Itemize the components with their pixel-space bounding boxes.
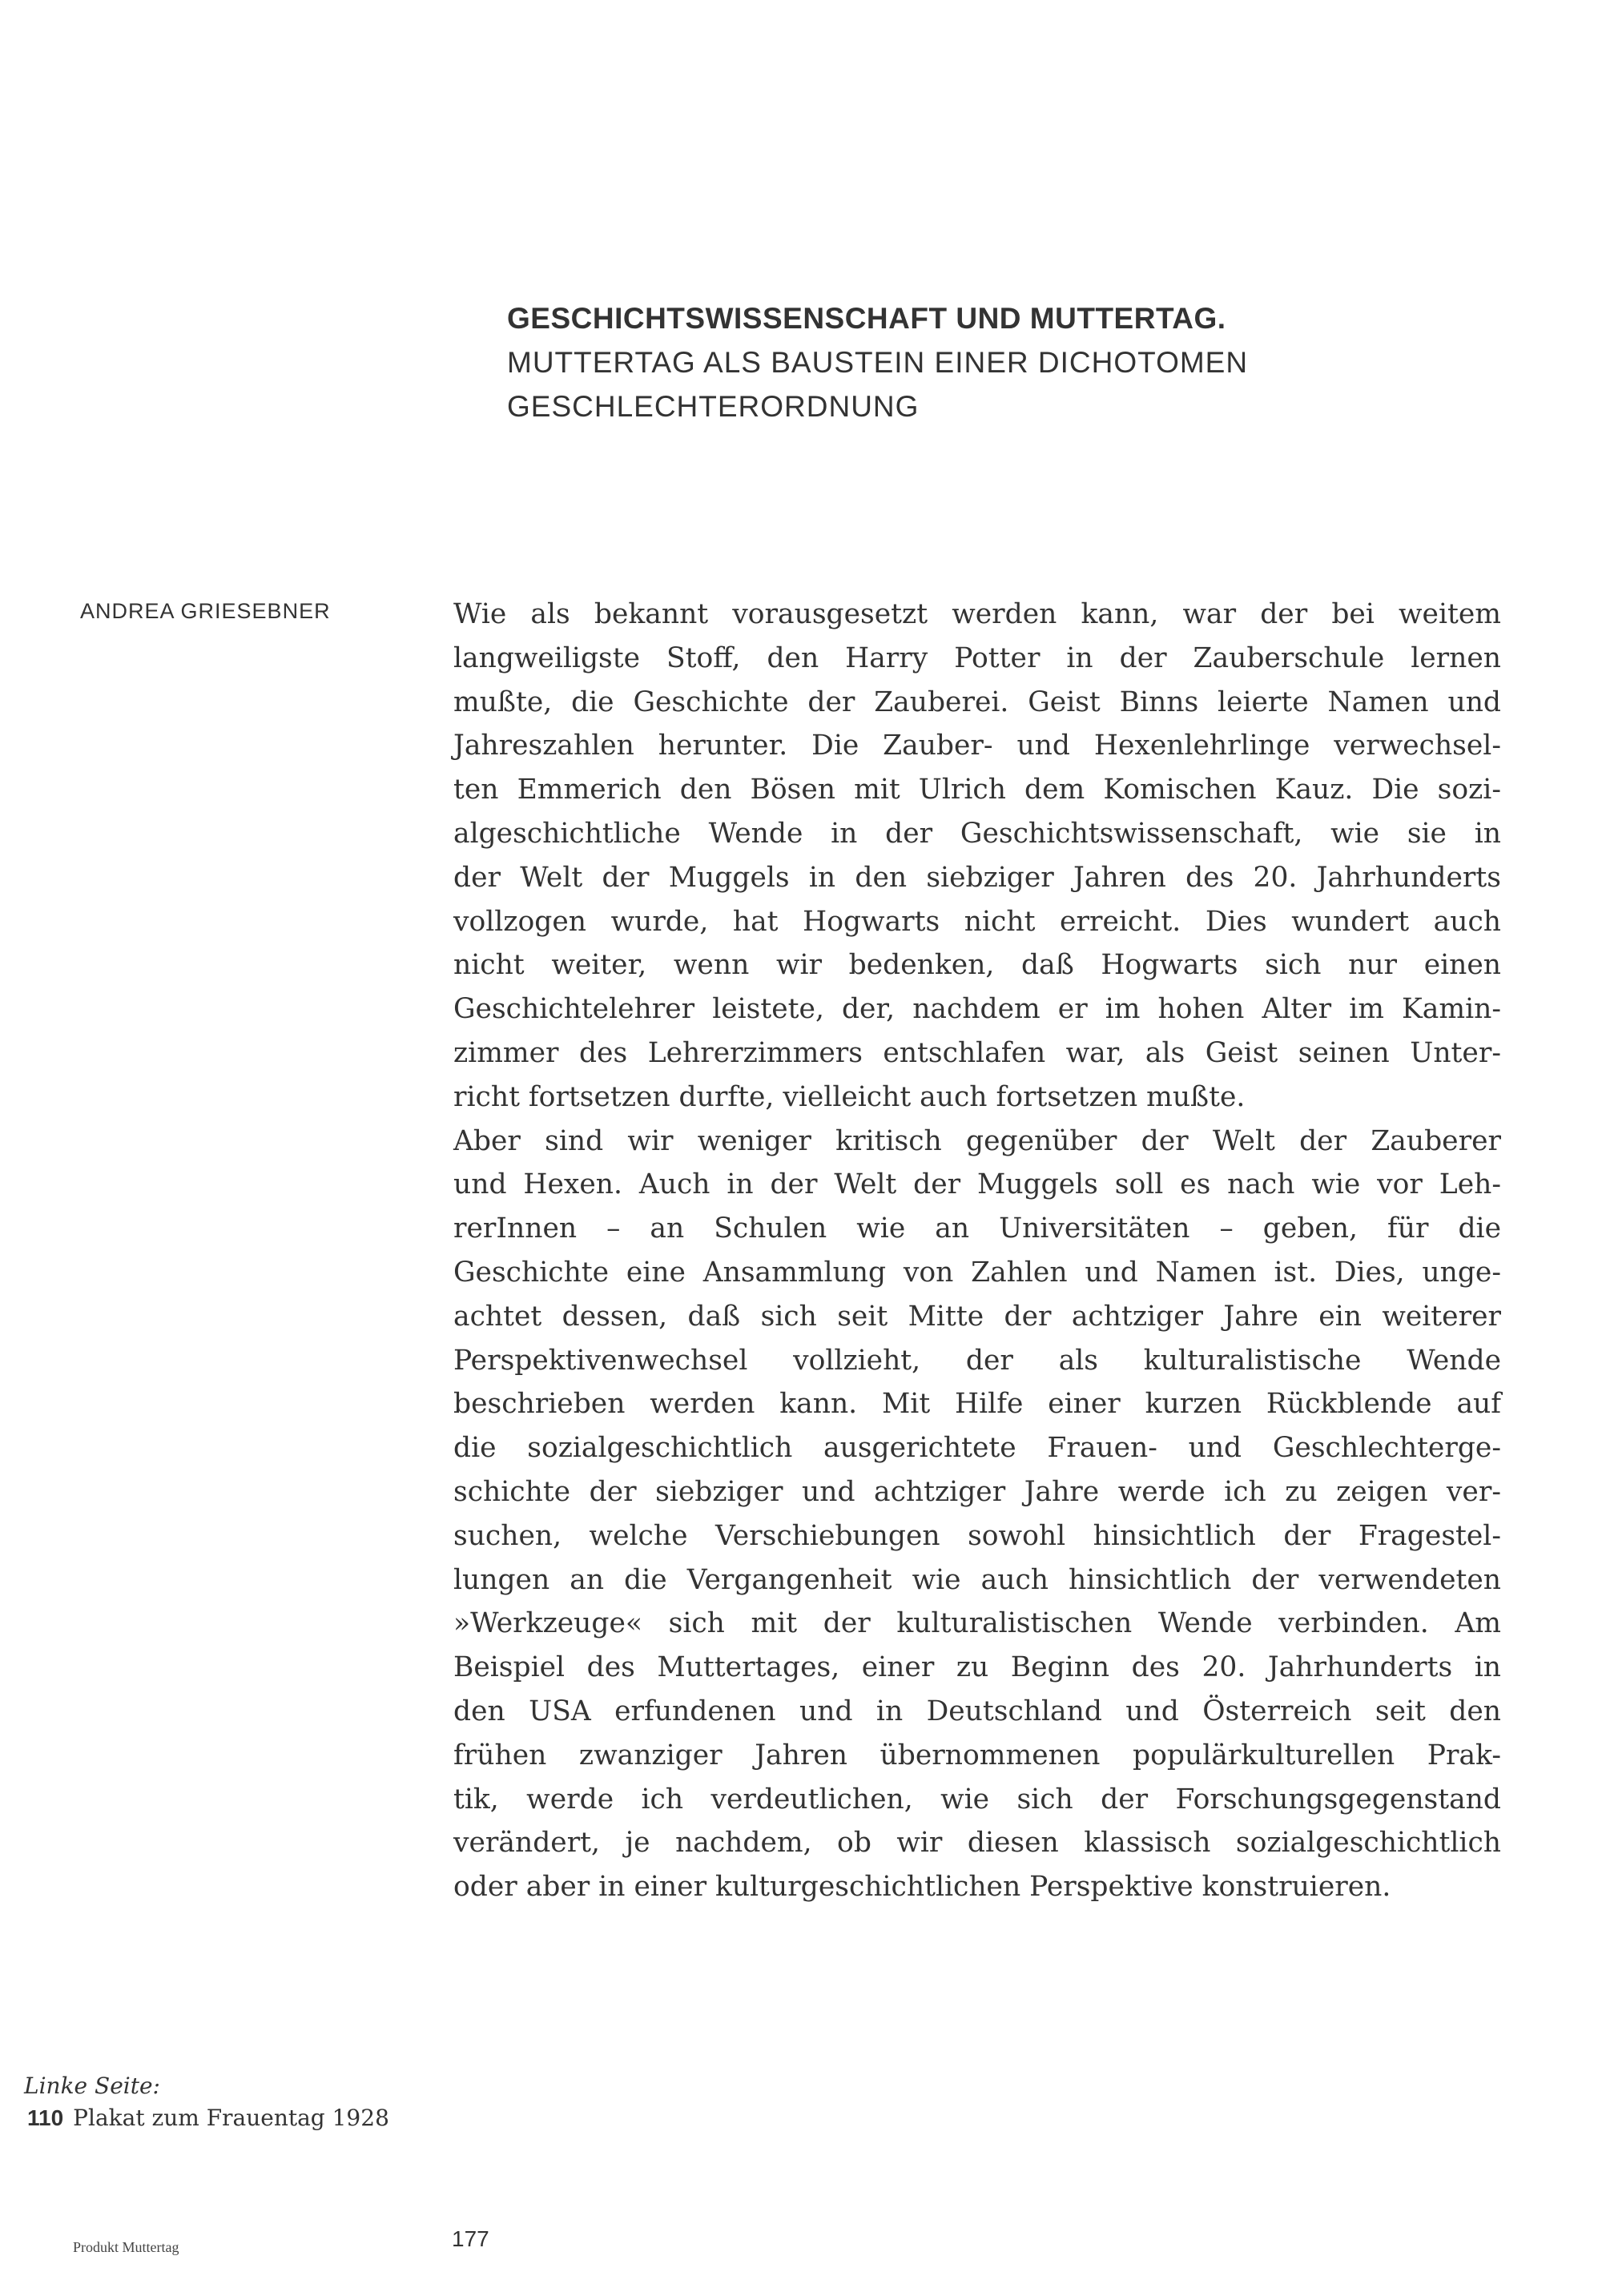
body-text bbox=[453, 593, 1501, 1909]
body-line: algeschichtliche Wende in der Geschichtswissenschaft, wie sie in bbox=[453, 817, 1501, 850]
body-line: der Welt der Muggels in den siebziger Jahren des 20. Jahrhunderts bbox=[453, 861, 1501, 894]
body-line: »Werkzeuge« sich mit der kulturalistischen Wende verbinden. Am bbox=[453, 1607, 1501, 1640]
body-line: Jahreszahlen herunter. Die Zauber- und Hexenlehrlinge verwechsel- bbox=[453, 730, 1501, 762]
body-line: und Hexen. Auch in der Welt der Muggels soll es nach wie vor Leh- bbox=[453, 1168, 1501, 1201]
caption-figure-number: 110 bbox=[27, 2105, 64, 2130]
caption-heading: Linke Seite: bbox=[24, 2073, 160, 2099]
body-line: Aber sind wir weniger kritisch gegenüber der Welt der Zauberer bbox=[453, 1124, 1501, 1157]
chapter-subtitle-line: GESCHLECHTERORDNUNG bbox=[507, 390, 920, 423]
chapter-heading bbox=[507, 296, 1248, 428]
body-line: rerInnen – an Schulen wie an Universitäten – geben, für die bbox=[453, 1212, 1501, 1245]
body-line: oder aber in einer kulturgeschichtlichen Perspektive konstruieren. bbox=[453, 1871, 1391, 1904]
body-line: die sozialgeschichtlich ausgerichtete Frauen- und Geschlechterge- bbox=[453, 1432, 1501, 1465]
body-line: mußte, die Geschichte der Zauberei. Geist Binns leierte Namen und bbox=[453, 686, 1501, 718]
body-line: den USA erfundenen und in Deutschland und Österreich seit den bbox=[453, 1695, 1501, 1727]
body-line: ten Emmerich den Bösen mit Ulrich dem Komischen Kauz. Die sozi- bbox=[453, 774, 1501, 806]
body-line: Geschichte eine Ansammlung von Zahlen und Namen ist. Dies, unge- bbox=[453, 1256, 1501, 1289]
body-line: richt fortsetzen durfte, vielleicht auch fortsetzen mußte. bbox=[453, 1080, 1246, 1113]
body-line: tik, werde ich verdeutlichen, wie sich der Forschungsgegenstand bbox=[453, 1783, 1501, 1815]
page-number: 177 bbox=[452, 2226, 489, 2251]
body-line: suchen, welche Verschiebungen sowohl hinsichtlich der Fragestel- bbox=[453, 1519, 1501, 1552]
chapter-title: GESCHICHTSWISSENSCHAFT UND MUTTERTAG. bbox=[507, 302, 1226, 335]
running-title: Produkt Muttertag bbox=[73, 2239, 179, 2255]
caption-text: Plakat zum Frauentag 1928 bbox=[73, 2105, 389, 2131]
body-line: Perspektivenwechsel vollzieht, der als kulturalistische Wende bbox=[453, 1344, 1501, 1377]
body-line: langweiligste Stoff, den Harry Potter in der Zauberschule lernen bbox=[453, 641, 1501, 674]
body-line: beschrieben werden kann. Mit Hilfe einer kurzen Rückblende auf bbox=[453, 1388, 1501, 1421]
body-line: schichte der siebziger und achtziger Jahre werde ich zu zeigen ver- bbox=[453, 1475, 1501, 1508]
body-line: achtet dessen, daß sich seit Mitte der achtziger Jahre ein weiterer bbox=[453, 1300, 1501, 1333]
body-line: frühen zwanziger Jahren übernommenen populärkulturellen Prak- bbox=[453, 1739, 1501, 1771]
body-line: nicht weiter, wenn wir bedenken, daß Hogwarts sich nur einen bbox=[453, 949, 1501, 982]
chapter-subtitle-line: MUTTERTAG ALS BAUSTEIN EINER DICHOTOMEN bbox=[507, 346, 1249, 379]
body-line: zimmer des Lehrerzimmers entschlafen war, als Geist seinen Unter- bbox=[453, 1036, 1501, 1069]
body-line: verändert, je nachdem, ob wir diesen klassisch sozialgeschichtlich bbox=[453, 1827, 1501, 1860]
author-name: ANDREA GRIESEBNER bbox=[80, 599, 331, 623]
figure-caption bbox=[24, 2070, 389, 2134]
body-line: Wie als bekannt vorausgesetzt werden kann, war der bei weitem bbox=[453, 598, 1501, 630]
body-line: Beispiel des Muttertages, einer zu Beginn des 20. Jahrhunderts in bbox=[453, 1651, 1501, 1684]
body-line: Geschichtelehrer leistete, der, nachdem er im hohen Alter im Kamin- bbox=[453, 993, 1501, 1026]
body-line: lungen an die Vergangenheit wie auch hinsichtlich der verwendeten bbox=[453, 1563, 1501, 1596]
body-line: vollzogen wurde, hat Hogwarts nicht erreicht. Dies wundert auch bbox=[453, 905, 1501, 938]
